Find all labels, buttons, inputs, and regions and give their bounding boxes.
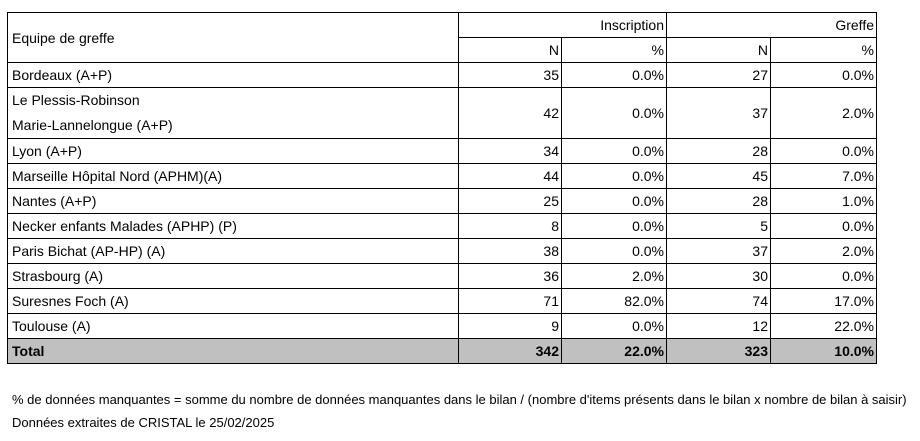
inscription-n: 38 (459, 239, 562, 264)
greffe-n: 37 (667, 88, 771, 139)
team-name: Bordeaux (A+P) (8, 63, 459, 88)
inscription-n: 36 (459, 264, 562, 289)
inscription-pct: 0.0% (562, 88, 667, 139)
inscription-pct: 0.0% (562, 63, 667, 88)
inscription-n: 35 (459, 63, 562, 88)
inscription-pct-header: % (562, 38, 667, 63)
team-name-line: Le Plessis-Robinson (12, 92, 140, 108)
inscription-pct: 2.0% (562, 264, 667, 289)
team-column-header: Equipe de greffe (8, 13, 459, 63)
greffe-n: 28 (667, 139, 771, 164)
greffe-n: 30 (667, 264, 771, 289)
greffe-pct: 1.0% (771, 189, 877, 214)
footnotes (12, 388, 907, 434)
team-name: Necker enfants Malades (APHP) (P) (8, 214, 459, 239)
inscription-pct: 0.0% (562, 314, 667, 339)
greffe-n: 45 (667, 164, 771, 189)
inscription-pct: 82.0% (562, 289, 667, 314)
inscription-n: 71 (459, 289, 562, 314)
inscription-n: 42 (459, 88, 562, 139)
team-name: Paris Bichat (AP-HP) (A) (8, 239, 459, 264)
inscription-group-header: Inscription (459, 13, 667, 38)
source-note: Données extraites de CRISTAL le 25/02/2025 (12, 415, 275, 430)
total-row (8, 339, 877, 364)
total-inscription-pct: 22.0% (562, 339, 667, 364)
total-greffe-pct: 10.0% (771, 339, 877, 364)
greffe-n: 74 (667, 289, 771, 314)
table-row (8, 139, 877, 164)
greffe-pct: 7.0% (771, 164, 877, 189)
inscription-n: 44 (459, 164, 562, 189)
table-row (8, 239, 877, 264)
greffe-pct: 22.0% (771, 314, 877, 339)
greffe-n: 37 (667, 239, 771, 264)
team-name (8, 88, 459, 139)
greffe-pct: 17.0% (771, 289, 877, 314)
inscription-pct: 0.0% (562, 139, 667, 164)
inscription-pct: 0.0% (562, 164, 667, 189)
greffe-n: 12 (667, 314, 771, 339)
total-label: Total (8, 339, 459, 364)
table-row (8, 63, 877, 88)
table-row (8, 189, 877, 214)
team-name: Suresnes Foch (A) (8, 289, 459, 314)
inscription-n: 8 (459, 214, 562, 239)
inscription-n: 9 (459, 314, 562, 339)
team-name: Nantes (A+P) (8, 189, 459, 214)
team-name: Lyon (A+P) (8, 139, 459, 164)
inscription-pct: 0.0% (562, 239, 667, 264)
total-greffe-n: 323 (667, 339, 771, 364)
greffe-pct: 2.0% (771, 88, 877, 139)
team-name: Marseille Hôpital Nord (APHM)(A) (8, 164, 459, 189)
team-name: Toulouse (A) (8, 314, 459, 339)
greffe-pct: 2.0% (771, 239, 877, 264)
inscription-pct: 0.0% (562, 189, 667, 214)
inscription-n-header: N (459, 38, 562, 63)
table-row (8, 314, 877, 339)
table-row (8, 264, 877, 289)
team-name-line: Marie-Lannelongue (A+P) (12, 117, 173, 133)
total-inscription-n: 342 (459, 339, 562, 364)
greffe-n: 5 (667, 214, 771, 239)
greffe-n-header: N (667, 38, 771, 63)
team-name: Strasbourg (A) (8, 264, 459, 289)
inscription-n: 34 (459, 139, 562, 164)
greffe-group-header: Greffe (667, 13, 877, 38)
greffe-n: 27 (667, 63, 771, 88)
table-row (8, 214, 877, 239)
greffe-pct-header: % (771, 38, 877, 63)
greffe-pct: 0.0% (771, 264, 877, 289)
table-row (8, 164, 877, 189)
inscription-n: 25 (459, 189, 562, 214)
table-row (8, 289, 877, 314)
greffe-pct: 0.0% (771, 214, 877, 239)
inscription-pct: 0.0% (562, 214, 667, 239)
definition-note: % de données manquantes = somme du nombre de données manquantes dans le bilan / (nombre d'items présents dans le bilan x nombre de bilan à saisir) (12, 392, 907, 407)
greffe-n: 28 (667, 189, 771, 214)
missing-data-table (7, 12, 877, 364)
table-row (8, 88, 877, 139)
greffe-pct: 0.0% (771, 63, 877, 88)
greffe-pct: 0.0% (771, 139, 877, 164)
